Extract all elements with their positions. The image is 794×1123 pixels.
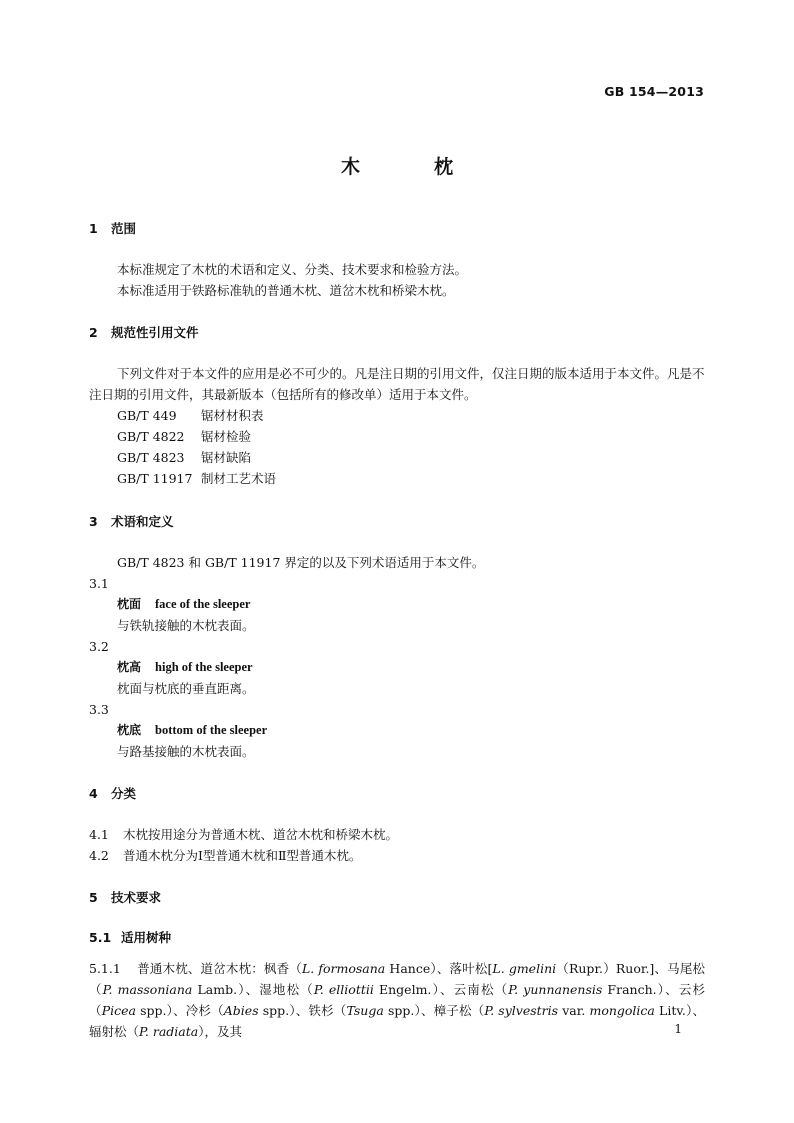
paragraph: 下列文件对于本文件的应用是必不可少的。凡是注日期的引用文件，仅注日期的版本适用于本文件。凡是不注日期的引用文件，其最新版本（包括所有的修改单）适用于本文件。 (89, 366, 705, 402)
section-3-body (89, 552, 705, 762)
document-title (0, 152, 794, 179)
reference-item: GB/T 4822 锯材检验 (117, 429, 252, 444)
section-4-body (89, 824, 705, 866)
term-number: 3.2 (89, 639, 109, 654)
term-entry: 枕高 high of the sleeper (117, 660, 253, 674)
term-number: 3.3 (89, 702, 109, 717)
section-1-heading: 1 范围 (89, 221, 137, 236)
paragraph: GB/T 4823 和 GB/T 11917 界定的以及下列术语适用于本文件。 (117, 555, 485, 570)
paragraph: 本标准规定了木枕的术语和定义、分类、技术要求和检验方法。 (117, 262, 468, 277)
paragraph: 本标准适用于铁路标准轨的普通木枕、道岔木枕和桥梁木枕。 (117, 283, 455, 298)
section-1-body (89, 259, 705, 301)
term-entry: 枕底 bottom of the sleeper (117, 723, 268, 737)
term-definition: 与铁轨接触的木枕表面。 (117, 618, 255, 633)
section-2-heading: 2 规范性引用文件 (89, 325, 199, 340)
reference-item: GB/T 4823 锯材缺陷 (117, 450, 252, 465)
section-2-body (89, 363, 705, 489)
term-definition: 枕面与枕底的垂直距离。 (117, 681, 255, 696)
term-number: 3.1 (89, 576, 109, 591)
subsection-5-1-heading: 5.1 适用树种 (89, 930, 172, 945)
clause: 4.2 普通木枕分为Ⅰ型普通木枕和Ⅱ型普通木枕。 (89, 848, 362, 863)
page-number: 1 (674, 1022, 682, 1036)
reference-item: GB/T 449 锯材材积表 (117, 408, 264, 423)
reference-item: GB/T 11917 制材工艺术语 (117, 471, 277, 486)
section-3-heading: 3 术语和定义 (89, 514, 174, 529)
section-4-heading: 4 分类 (89, 786, 137, 801)
clause-5-1-1: 5.1.1 普通木枕、道岔木枕：枫香（L. formosana Hance）、落叶松[L. gmelini（Rupr.）Ruor.]、马尾松（P. massoniana Lamb.）、湿地松（P. elliottii Engelm.）、云南松（P. yunnanensis Franch.）、云杉（Picea spp.）、冷杉（Abies spp.）、铁杉（Tsuga spp.）、樟子松（P. sylvestris var. mongolica Litv.）、辐射松（P. radiata），及其 (89, 961, 706, 1039)
title-char-1: 木 (340, 156, 360, 178)
term-entry: 枕面 face of the sleeper (117, 597, 251, 611)
section-5-heading: 5 技术要求 (89, 890, 162, 905)
term-definition: 与路基接触的木枕表面。 (117, 744, 255, 759)
title-char-2: 枕 (434, 156, 454, 178)
clause: 4.1 木枕按用途分为普通木枕、道岔木枕和桥梁木枕。 (89, 827, 399, 842)
standard-code: GB 154—2013 (604, 84, 704, 99)
